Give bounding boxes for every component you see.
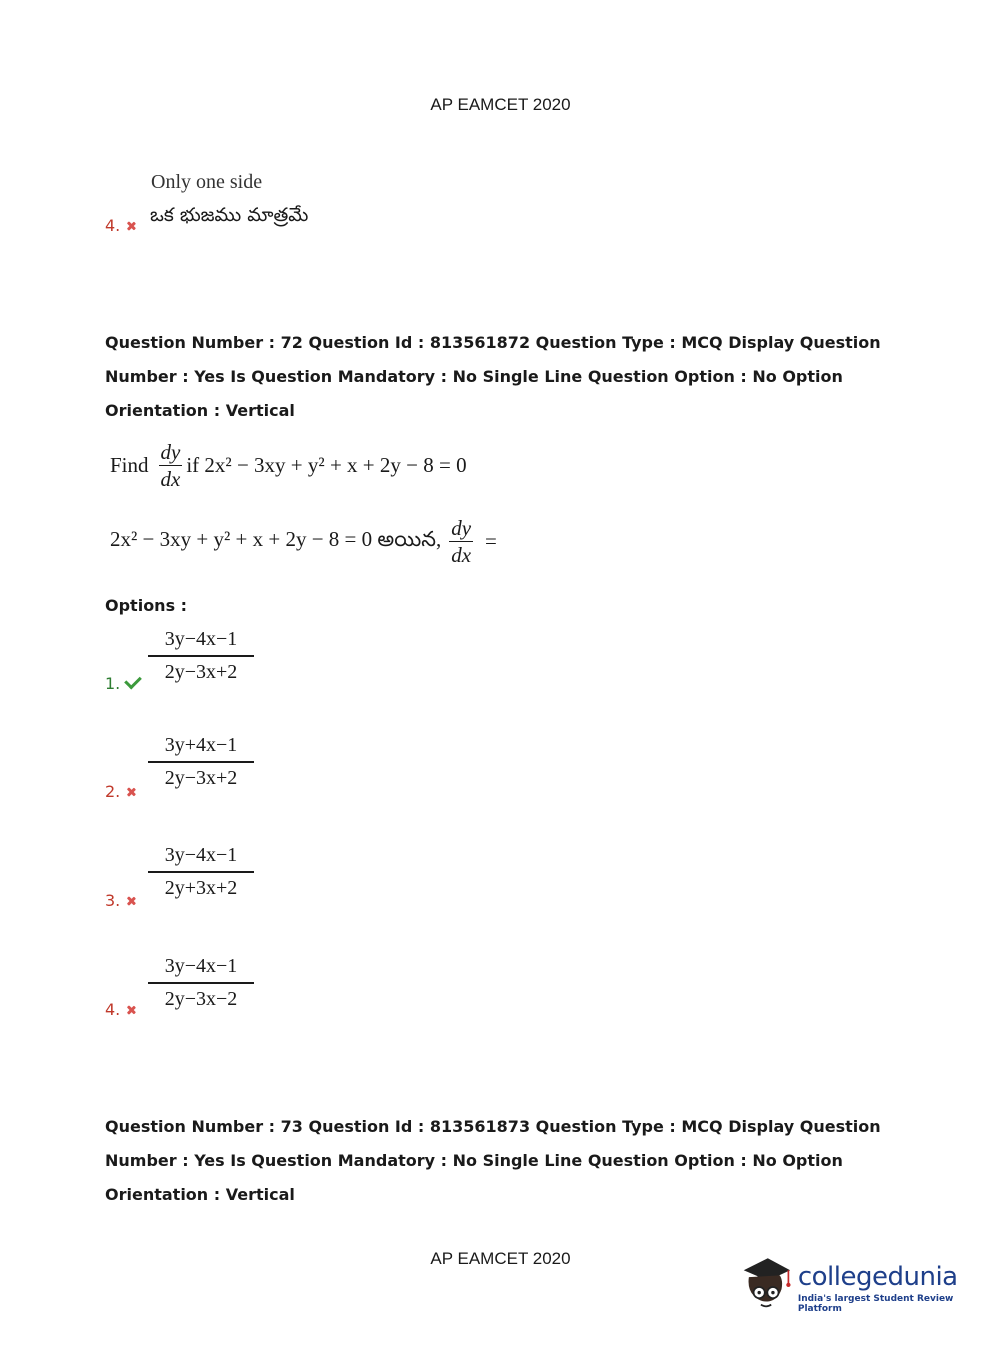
cross-icon [126, 787, 136, 797]
option-3-fraction [148, 844, 254, 900]
meta-line: Question Number : 72 Question Id : 813561872 Question Type : MCQ Display Question [105, 333, 881, 352]
option-number-label: 4. [105, 216, 121, 235]
option-2-marker [105, 782, 136, 801]
cross-icon [126, 896, 136, 906]
option-4-marker [105, 1000, 136, 1019]
option-numerator: 3y−4x−1 [148, 628, 254, 657]
prev-option-english: Only one side [151, 171, 263, 193]
option-number-label: 2. [105, 782, 121, 801]
mascot-logo-icon [742, 1250, 792, 1318]
option-3-marker [105, 891, 136, 910]
meta-line: Question Number : 73 Question Id : 813561873 Question Type : MCQ Display Question [105, 1117, 881, 1136]
derivative-denominator: dx [451, 543, 472, 568]
equals-sign: = [485, 529, 497, 554]
collegedunia-logo [742, 1250, 972, 1320]
find-word: Find [110, 453, 149, 478]
option-2-fraction [148, 734, 254, 790]
cross-icon [126, 1005, 136, 1015]
option-4-fraction [148, 955, 254, 1011]
telugu-equation: 2x² − 3xy + y² + x + 2y − 8 = 0 అయిన, [110, 526, 442, 551]
brand-tagline: India's largest Student Review Platform [797, 1294, 954, 1314]
page-footer: AP EAMCET 2020 [430, 1249, 571, 1268]
prev-option-telugu: ఒక భుజము మాత్రమే [150, 204, 309, 226]
question-english [110, 440, 467, 491]
derivative-fraction [449, 516, 473, 567]
meta-line: Number : Yes Is Question Mandatory : No Single Line Question Option : No Option [105, 367, 843, 386]
option-numerator: 3y−4x−1 [148, 844, 254, 873]
prev-option-number [105, 216, 136, 235]
option-number-label: 3. [105, 891, 121, 910]
option-number-label: 1. [105, 674, 121, 693]
options-label: Options : [105, 596, 188, 615]
meta-line: Orientation : Vertical [105, 401, 295, 420]
cross-icon [126, 221, 136, 231]
option-numerator: 3y+4x−1 [148, 734, 254, 763]
meta-line: Orientation : Vertical [105, 1185, 295, 1204]
option-denominator: 2y−3x+2 [164, 767, 238, 789]
check-icon [124, 672, 142, 690]
question-72-meta [105, 326, 881, 428]
option-1-marker [105, 674, 138, 693]
option-number-label: 4. [105, 1000, 121, 1019]
derivative-numerator: dy [159, 440, 183, 466]
option-1-fraction [148, 628, 254, 684]
brand-name: collegedunia [797, 1262, 958, 1292]
option-denominator: 2y−3x−2 [164, 988, 238, 1010]
meta-line: Number : Yes Is Question Mandatory : No Single Line Question Option : No Option [105, 1151, 843, 1170]
derivative-numerator: dy [449, 516, 473, 542]
question-73-meta [105, 1110, 881, 1212]
derivative-denominator: dx [160, 467, 181, 492]
option-numerator: 3y−4x−1 [148, 955, 254, 984]
condition-equation: if 2x² − 3xy + y² + x + 2y − 8 = 0 [186, 453, 467, 478]
page-header: AP EAMCET 2020 [430, 95, 571, 114]
option-denominator: 2y+3x+2 [164, 877, 238, 899]
question-telugu [110, 516, 497, 567]
option-denominator: 2y−3x+2 [164, 661, 238, 683]
derivative-fraction [159, 440, 183, 491]
